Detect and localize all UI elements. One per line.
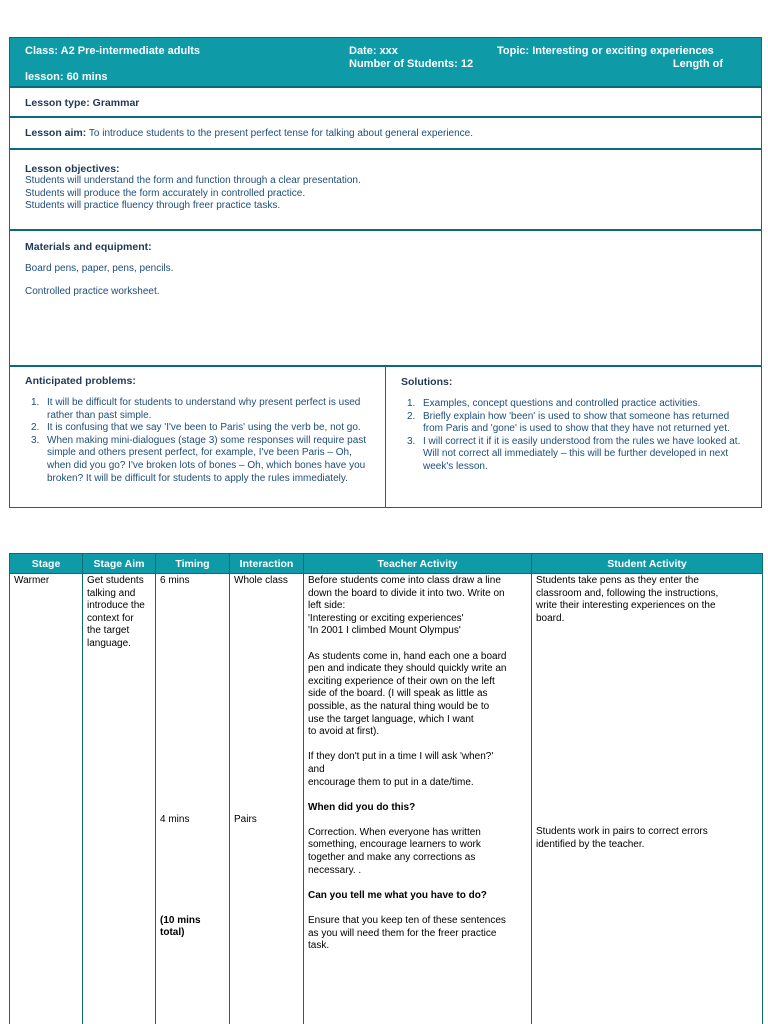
teacher-line: exciting experience of their own on the left	[308, 675, 495, 687]
aim-line: the target	[87, 625, 130, 637]
teacher-line: If they don't put in a time I will ask 'when?'	[308, 751, 494, 763]
materials-section	[10, 229, 761, 365]
student-line: write their interesting experiences on the	[536, 600, 716, 612]
lesson-aim-section	[10, 116, 761, 148]
header-student-activity: Student Activity	[532, 554, 763, 574]
objective-item: Students will produce the form accurately in controlled practice.	[25, 187, 306, 199]
problems-solutions-section	[10, 365, 761, 507]
problems-label: Anticipated problems:	[25, 375, 136, 387]
stage-aim-cell	[83, 574, 156, 1024]
teacher-line: something, encourage learners to work	[308, 839, 481, 851]
teacher-line: pen and indicate they should quickly write an	[308, 663, 507, 675]
objectives-section	[10, 148, 761, 229]
timing-total: (10 mins	[160, 915, 201, 926]
objectives-label: Lesson objectives:	[25, 163, 120, 175]
timing-cell	[156, 574, 230, 1024]
teacher-line: left side:	[308, 600, 346, 612]
teacher-line: to avoid at first).	[308, 726, 380, 738]
problem-item: 3. When making mini-dialogues (stage 3) some responses will require past simple and others present perfect, for example, I've been Paris – Oh, when did you go? I've broken lots of bones – Oh, which bones have you broken? It will be difficult for students to apply the rules immediately.	[31, 434, 367, 484]
teacher-line: and	[308, 763, 325, 775]
student-line: board.	[536, 612, 565, 624]
teacher-line: task.	[308, 940, 330, 952]
teacher-line: use the target language, which I want	[308, 713, 474, 725]
header-stage: Stage	[10, 554, 83, 574]
timing-total: total)	[160, 927, 185, 938]
header-timing: Timing	[156, 554, 230, 574]
concept-question: When did you do this?	[308, 801, 416, 813]
student-line: identified by the teacher.	[536, 838, 645, 850]
aim-line: context for	[87, 612, 134, 624]
problem-item: 2. It is confusing that we say 'I've been to Paris' using the verb be, not go.	[31, 422, 361, 434]
student-activity-block	[536, 575, 758, 625]
materials-label: Materials and equipment:	[25, 241, 152, 253]
solution-item: 1. Examples, concept questions and controlled practice activities.	[407, 398, 701, 409]
solutions-column	[386, 367, 761, 507]
lesson-type: Lesson type: Grammar	[25, 97, 140, 109]
aim-line: language.	[87, 637, 131, 649]
teacher-line: down the board to divide it into two. Write on	[308, 587, 505, 599]
teacher-line: possible, as the natural thing would be to	[308, 700, 490, 712]
lesson-info-table	[9, 37, 762, 508]
teacher-line: together and make any corrections as	[308, 852, 476, 864]
aim-line: introduce the	[87, 600, 145, 612]
problem-item: 1. It will be difficult for students to understand why present perfect is used rather than past simple.	[31, 397, 361, 421]
teacher-line: 'In 2001 I climbed Mount Olympus'	[308, 625, 461, 637]
solution-item: 2. Briefly explain how 'been' is used to show that someone has returned from Paris and 'gone' is used to show that they have not returned yet.	[407, 410, 730, 435]
teacher-line: necessary. .	[308, 864, 362, 876]
interaction-cell	[230, 574, 304, 1024]
aim-line: Get students	[87, 575, 144, 586]
aim-line: talking and	[87, 587, 136, 599]
teacher-line: Ensure that you keep ten of these sentences	[308, 915, 506, 927]
material-item: Board pens, paper, pens, pencils.	[25, 263, 174, 274]
teacher-line: 'Interesting or exciting experiences'	[308, 612, 464, 624]
stage-cell	[10, 574, 83, 1024]
student-activity-block	[536, 826, 758, 851]
teacher-line: as you will need them for the freer practice	[308, 927, 497, 939]
student-line: Students work in pairs to correct errors	[536, 826, 708, 837]
solution-item: 3. I will correct it if it is easily understood from the rules we have looked at. Will not correct all immediately – this will be further developed in next week's lesson.	[407, 435, 741, 472]
lesson-type-section	[10, 86, 761, 116]
stage-table	[9, 553, 763, 1024]
date-label: Date: xxx	[349, 45, 398, 57]
student-line: Students take pens as they enter the	[536, 575, 699, 586]
solutions-label: Solutions:	[401, 376, 453, 388]
header-interaction: Interaction	[230, 554, 304, 574]
objective-item: Students will understand the form and function through a clear presentation.	[25, 175, 361, 186]
header-teacher-activity: Teacher Activity	[304, 554, 532, 574]
stage-name: Warmer	[14, 575, 50, 586]
teacher-activity-cell	[304, 574, 532, 1024]
interaction-value: Whole class	[234, 575, 288, 586]
lesson-aim-label: Lesson aim:	[25, 127, 87, 139]
students-label: Number of Students: 12	[349, 58, 474, 70]
teacher-line: encourage them to put in a date/time.	[308, 776, 474, 788]
timing-value: 6 mins	[160, 575, 190, 586]
table-row	[10, 574, 763, 1024]
topic-label: Topic: Interesting or exciting experiences	[497, 45, 714, 57]
lesson-header	[10, 38, 761, 86]
header-stage-aim: Stage Aim	[83, 554, 156, 574]
instruction-check-question: Can you tell me what you have to do?	[308, 889, 487, 901]
student-line: classroom and, following the instructions,	[536, 587, 719, 599]
length-label: Length of	[672, 58, 723, 70]
problems-column	[10, 367, 386, 507]
student-activity-cell	[532, 574, 763, 1024]
teacher-line: Before students come into class draw a line	[308, 575, 501, 586]
objective-item: Students will practice fluency through freer practice tasks.	[25, 200, 281, 211]
material-item: Controlled practice worksheet.	[25, 285, 160, 297]
lesson-aim-text: To introduce students to the present perfect tense for talking about general experience.	[88, 128, 474, 139]
lesson-length-label: lesson: 60 mins	[25, 71, 108, 83]
teacher-line: side of the board. (I will speak as little as	[308, 688, 488, 700]
teacher-line: Correction. When everyone has written	[308, 826, 481, 838]
stage-table-header	[10, 554, 763, 574]
class-label: Class: A2 Pre-intermediate adults	[25, 45, 201, 57]
timing-value: 4 mins	[160, 814, 190, 825]
interaction-value: Pairs	[234, 814, 257, 825]
teacher-line: As students come in, hand each one a board	[308, 650, 507, 662]
